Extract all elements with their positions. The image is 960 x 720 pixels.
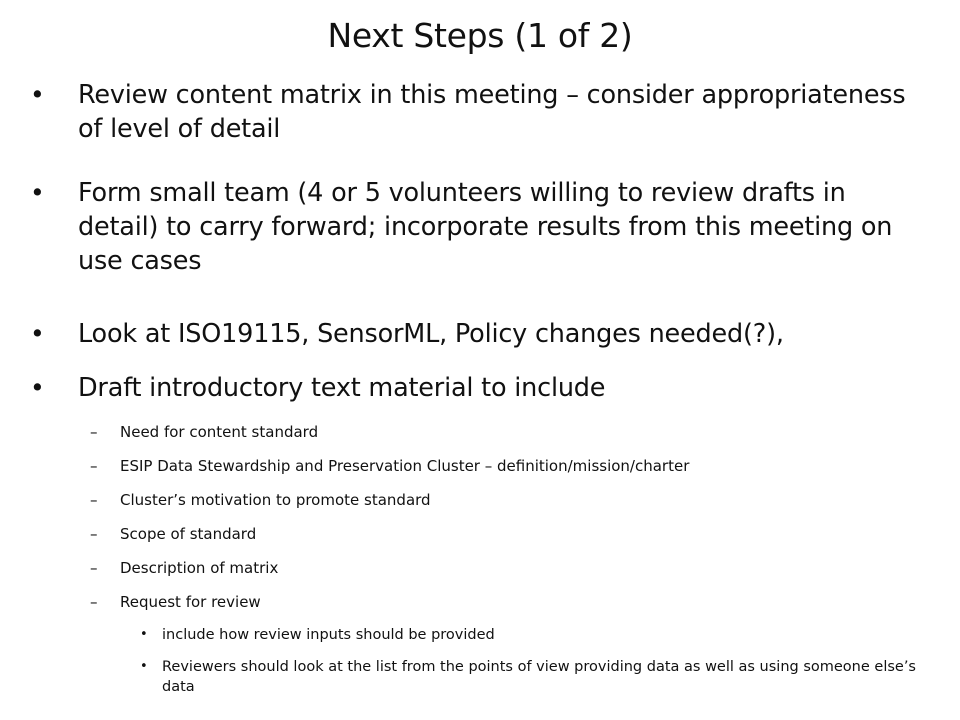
bullet-form-team: • Form small team (4 or 5 volunteers willing to review drafts in detail) to carry forward; incorporate results from this meeting on use cases [78, 176, 908, 278]
slide-title: Next Steps (1 of 2) [327, 16, 633, 55]
subitem-need-for-standard: – Need for content standard [120, 422, 920, 442]
subitem-esip-cluster: – ESIP Data Stewardship and Preservation Cluster – definition/mission/charter [120, 456, 920, 476]
bullet-look-at-standards: • Look at ISO19115, SensorML, Policy changes needed(?), [78, 317, 908, 351]
subitem-request-review: – Request for review [120, 592, 920, 612]
subitem-matrix-description: – Description of matrix [120, 558, 920, 578]
subitem-scope: – Scope of standard [120, 524, 920, 544]
bullet-draft-intro: • Draft introductory text material to include [78, 371, 908, 405]
subsubitem-review-inputs: • include how review inputs should be provided [162, 625, 922, 645]
subsubitem-reviewers: • Reviewers should look at the list from the points of view providing data as well as using someone else’s data [162, 657, 922, 697]
subitem-cluster-motivation: – Cluster’s motivation to promote standard [120, 490, 920, 510]
bullet-review-matrix: • Review content matrix in this meeting – consider appropriateness of level of detail [78, 78, 908, 146]
